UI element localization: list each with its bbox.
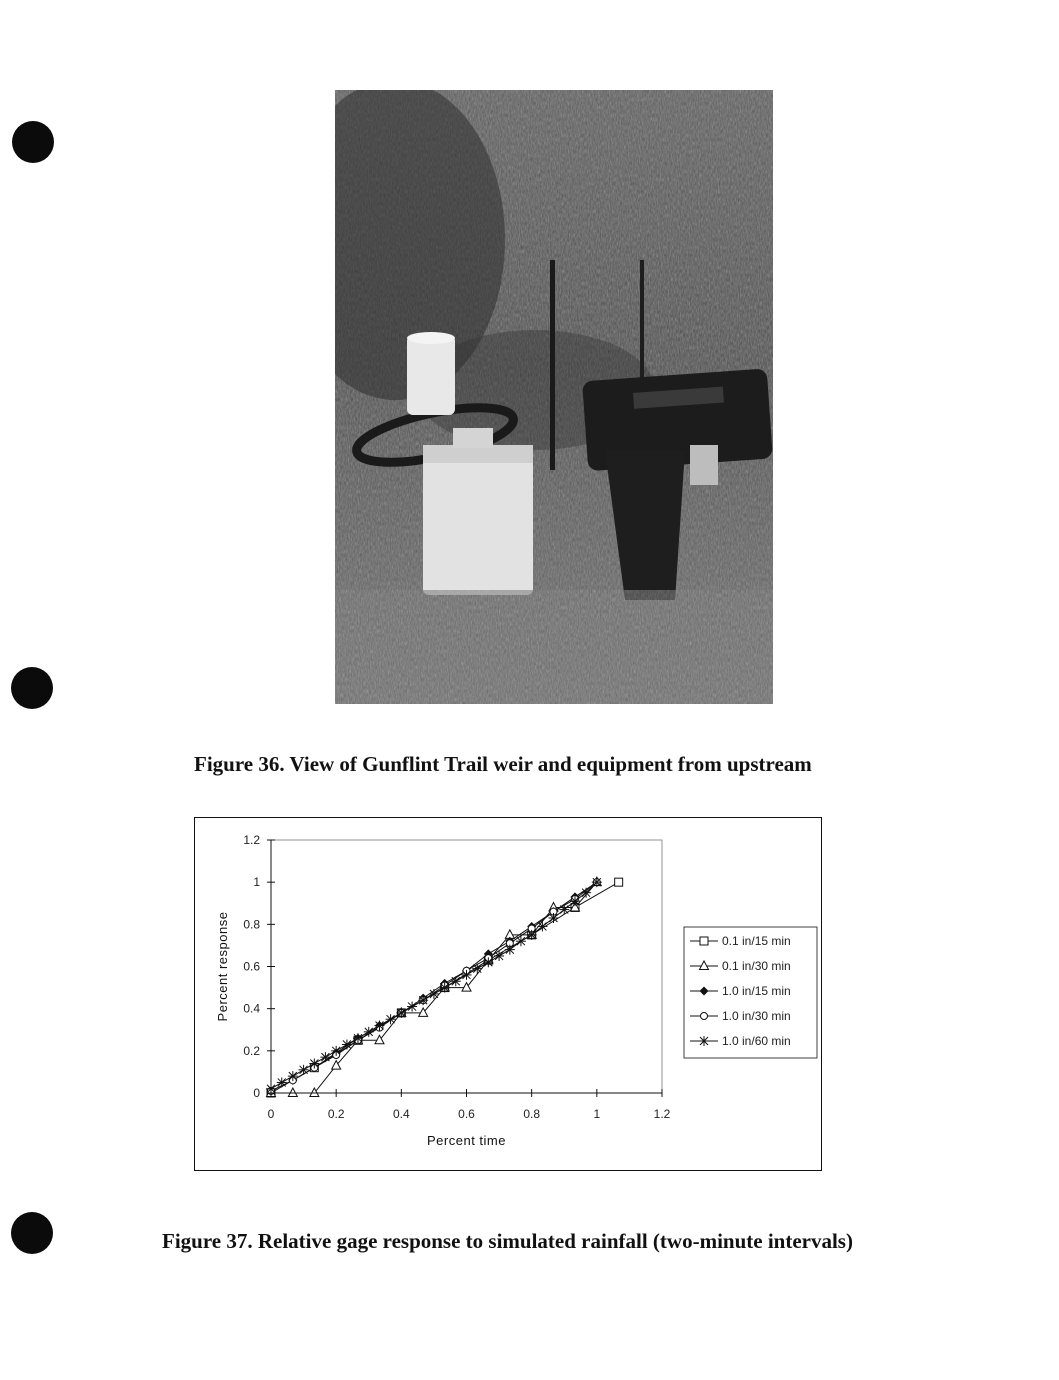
weir-equipment-photo — [335, 90, 773, 704]
figure-37-caption: Figure 37. Relative gage response to simulated rainfall (two-minute intervals) — [162, 1229, 853, 1253]
legend-label-0: 0.1 in/15 min — [722, 934, 791, 948]
y-tick-label-4: 0.8 — [243, 917, 260, 932]
series-4-point-16 — [440, 983, 450, 993]
y-tick-label-5: 1 — [253, 875, 260, 890]
series-4-point-11 — [386, 1014, 396, 1024]
series-4-point-14 — [418, 995, 428, 1005]
punch-hole-bottom — [11, 1212, 53, 1254]
figure-36-caption: Figure 36. View of Gunflint Trail weir and equipment from upstream — [194, 752, 812, 776]
response-chart-svg — [195, 818, 823, 1172]
x-axis-title: Percent time — [427, 1133, 506, 1148]
series-4-point-9 — [364, 1027, 374, 1037]
series-4-point-2 — [288, 1071, 298, 1081]
legend-marker-3 — [701, 1013, 708, 1020]
series-4-point-28 — [570, 896, 580, 906]
y-tick-label-3: 0.6 — [243, 959, 260, 974]
series-4-point-26 — [548, 913, 558, 923]
series-4-point-21 — [494, 951, 504, 961]
y-tick-label-2: 0.4 — [243, 1001, 260, 1016]
series-4-point-5 — [320, 1052, 330, 1062]
response-chart — [194, 817, 822, 1171]
y-axis-title: Percent response — [215, 911, 230, 1022]
series-4-point-8 — [353, 1033, 363, 1043]
y-tick-label-1: 0.2 — [243, 1043, 260, 1058]
series-4-point-6 — [331, 1046, 341, 1056]
series-4-point-29 — [581, 888, 591, 898]
series-0-point-8 — [615, 878, 623, 886]
series-4-point-7 — [342, 1040, 352, 1050]
series-1-point-1 — [288, 1088, 297, 1097]
series-4-point-17 — [451, 976, 461, 986]
plot-area — [266, 877, 623, 1097]
series-4-point-25 — [537, 921, 547, 931]
y-tick-label-0: 0 — [253, 1086, 260, 1100]
x-tick-label-4: 0.8 — [523, 1107, 541, 1121]
legend-label-1: 0.1 in/30 min — [722, 959, 791, 973]
series-4-point-10 — [375, 1021, 385, 1031]
legend-label-2: 1.0 in/15 min — [722, 984, 791, 998]
series-4-point-19 — [472, 964, 482, 974]
series-4-point-22 — [505, 945, 515, 955]
series-4-point-15 — [429, 989, 439, 999]
y-tick-label-6: 1.2 — [243, 833, 260, 847]
legend-label-4: 1.0 in/60 min — [722, 1034, 791, 1048]
x-tick-label-5: 1 — [593, 1107, 601, 1121]
punch-hole-top — [12, 121, 54, 163]
x-tick-label-1: 0.2 — [327, 1107, 345, 1121]
x-tick-label-2: 0.4 — [392, 1107, 410, 1121]
series-line-1 — [271, 882, 597, 1093]
series-line-3 — [271, 882, 597, 1091]
series-4-point-24 — [527, 930, 537, 940]
legend-marker-0 — [700, 937, 708, 945]
series-4-point-23 — [516, 936, 526, 946]
series-4-point-27 — [559, 905, 569, 915]
series-line-2 — [271, 882, 597, 1091]
series-4-point-20 — [483, 957, 493, 967]
series-line-4 — [271, 882, 597, 1089]
series-4-point-30 — [592, 877, 602, 887]
x-tick-label-3: 0.6 — [458, 1107, 475, 1121]
series-4-point-12 — [396, 1008, 406, 1018]
series-4-point-3 — [299, 1065, 309, 1075]
x-tick-label-6: 1.2 — [653, 1107, 671, 1121]
series-4-point-13 — [407, 1002, 417, 1012]
punch-hole-middle — [11, 667, 53, 709]
legend — [684, 927, 817, 1058]
series-4-point-1 — [277, 1077, 287, 1087]
series-4-point-18 — [462, 970, 472, 980]
x-tick-label-0: 0 — [267, 1107, 275, 1121]
legend-marker-4 — [699, 1036, 709, 1046]
series-4-point-4 — [309, 1058, 319, 1068]
legend-label-3: 1.0 in/30 min — [722, 1009, 791, 1023]
